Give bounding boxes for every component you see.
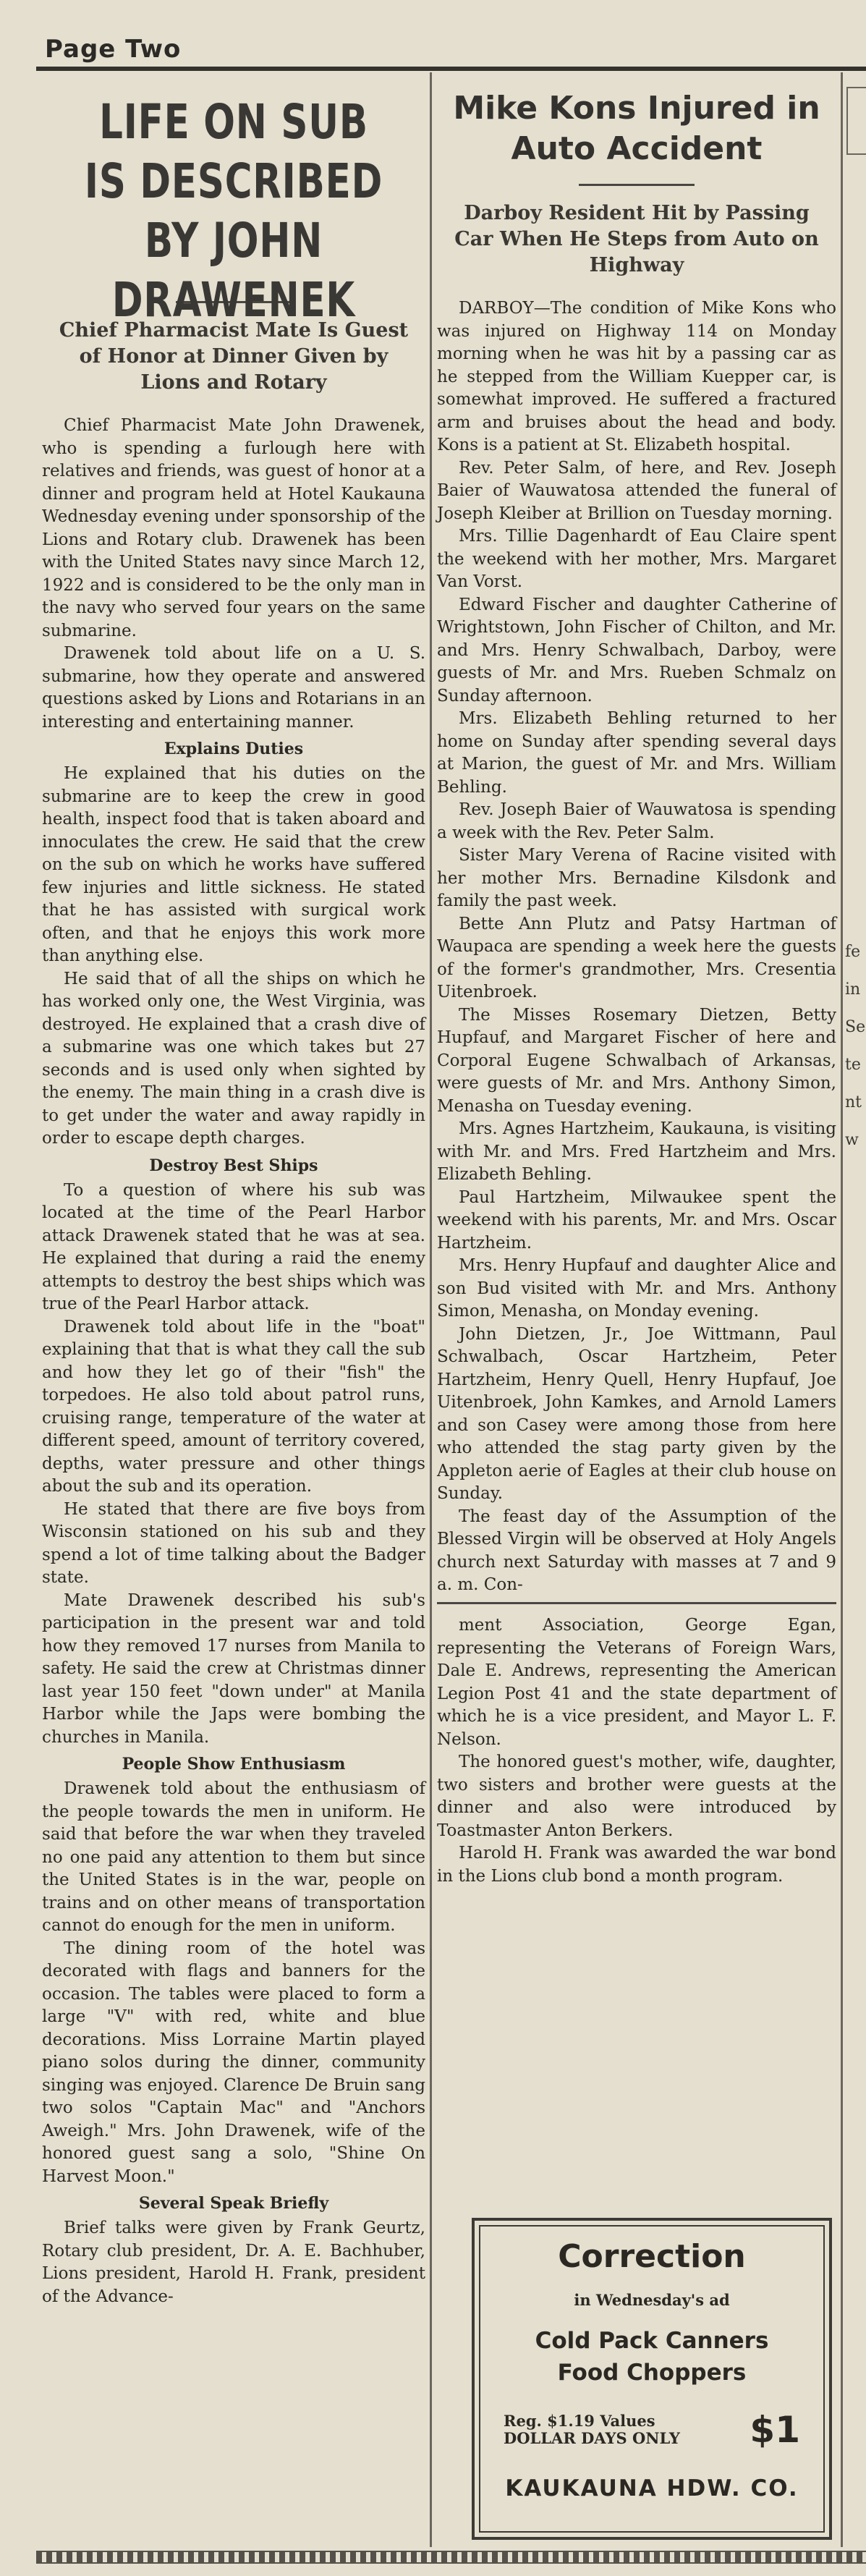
paragraph: Mrs. Agnes Hartzheim, Kaukauna, is visiting with Mr. and Mrs. Fred Hartzheim and Mrs. Elizabeth Behling. (437, 1119, 836, 1184)
headline: LIFE ON SUB IS DESCRIBED BY JOHN DRAWENEK (84, 94, 383, 328)
paragraph: The Misses Rosemary Dietzen, Betty Hupfauf, and Margaret Fischer of here and Corporal Eugene Schwalbach of Arkansas, were guests of Mr. and Mrs. Anthony Simon, Menasha on Tuesday evening. (437, 1005, 836, 1116)
deck: Darboy Resident Hit by Passing Car When He Steps from Auto on Highway (454, 202, 819, 276)
paragraph: Drawenek told about the enthusiasm of the people towards the men in uniform. He said that before the war when they traveled no one paid any attention to them but since the United States is in the war, people on trains and on other means of transportation cannot do enough for the men in uniform. (42, 1779, 425, 1935)
paragraph: Drawenek told about life on a U. S. submarine, how they operate and answered questions asked by Lions and Rotarians in an interesting and entertaining manner. (42, 644, 425, 732)
ad-title: Correction (558, 2238, 746, 2275)
page-label: Page Two (45, 35, 182, 64)
ad-reg-value: Reg. $1.19 Values (504, 2412, 655, 2430)
paragraph: The dining room of the hotel was decorated with flags and banners for the occasion. The tables were placed to form a large "V" with red, white and blue decorations. Miss Lorraine Martin played piano solos during the dinner, community singing was enjoyed. Clarence De Bruin sang two solos "Captain Mac" and "Anchors Aweigh." Mrs. John Drawenek, wife of the honored guest sang a solo, "Shine On Harvest Moon." (42, 1939, 425, 2186)
adjacent-column-box (846, 87, 866, 155)
paragraph: ment Association, George Egan, representing the Veterans of Foreign Wars, Dale E. Andrews, representing the American Legion Post 41 and the state department of which he is a vice president, and Mayor L. F. Nelson. (437, 1616, 836, 1749)
right-article (437, 81, 836, 1597)
column-divider (430, 72, 432, 2547)
fragment: nt (845, 1093, 862, 1111)
rule (579, 184, 695, 186)
decorative-border (36, 2551, 866, 2564)
paragraph: The honored guest's mother, wife, daughter, two sisters and brother were guests at the dinner and also were introduced by Toastmaster Anton Berkers. (437, 1753, 836, 1840)
paragraph: John Dietzen, Jr., Joe Wittmann, Paul Schwalbach, Oscar Hartzheim, Peter Hartzheim, Henry Quell, Henry Hupfauf, Joe Uitenbroek, John Kamkes, and Arnold Lamers and son Casey were among those from here who attended the stag party given by the Appleton aerie of Eagles at their club house on Sunday. (437, 1324, 836, 1503)
ad-price: $1 (750, 2409, 800, 2451)
left-article (42, 85, 425, 2308)
subhead: People Show Enthusiasm (122, 1755, 346, 1774)
correction-ad (472, 2218, 832, 2540)
article-body (42, 415, 425, 2308)
fragment: w (845, 1131, 859, 1149)
subhead: Destroy Best Ships (149, 1156, 318, 1175)
article-body (437, 1614, 836, 1888)
column-divider (841, 72, 843, 2547)
paragraph: He stated that there are five boys from Wisconsin stationed on his sub and they spend a lot of time talking about the Badger state. (42, 1499, 425, 1587)
paragraph: The feast day of the Assumption of the Blessed Virgin will be observed at Holy Angels church next Saturday with masses at 7 and 9 a. m. Con- (437, 1507, 836, 1594)
paragraph: Mrs. Elizabeth Behling returned to her home on Sunday after spending several days at Marion, the guest of Mr. and Mrs. William Behling. (437, 709, 836, 797)
ad-store: KAUKAUNA HDW. CO. (505, 2475, 799, 2501)
subhead: Several Speak Briefly (138, 2194, 329, 2213)
adjacent-column-fragments (845, 933, 866, 1159)
fragment: Se (845, 1018, 866, 1036)
paragraph: To a question of where his sub was located at the time of the Pearl Harbor attack Drawenek stated that he was at sea. He explained that during a raid the enemy attempts to destroy the best ships which was true of the Pearl Harbor attack. (42, 1180, 425, 1313)
ad-inner-border (479, 2225, 825, 2533)
paragraph: He explained that his duties on the submarine are to keep the crew in good health, inspect food that is taken aboard and innoculates the crew. He said that the crew on the sub on which he works have suffered few injuries and little sickness. He stated that he has assisted with surgical work often, and that he enjoys this work more than anything else. (42, 764, 425, 965)
fragment: te (845, 1056, 861, 1074)
article-body (437, 297, 836, 1597)
fragment: fe (845, 943, 861, 961)
paragraph: Mrs. Tillie Dagenhardt of Eau Claire spent the weekend with her mother, Mrs. Margaret Van Vorst. (437, 527, 836, 591)
paragraph: Rev. Joseph Baier of Wauwatosa is spending a week with the Rev. Peter Salm. (437, 800, 836, 842)
ad-product: Food Choppers (557, 2360, 747, 2386)
ad-subtitle: in Wednesday's ad (574, 2291, 730, 2309)
deck: Chief Pharmacist Mate Is Guest of Honor at Dinner Given by Lions and Rotary (59, 319, 409, 394)
ad-product: Cold Pack Canners (535, 2328, 769, 2354)
continued-article (437, 1592, 836, 1888)
paragraph: DARBOY—The condition of Mike Kons who was injured on Highway 114 on Monday morning when he was hit by a passing car as he stepped from the William Kuepper car, is somewhat improved. He suffered a fractured arm and bruises about the head and body. Kons is a patient at St. Elizabeth hospital. (437, 299, 836, 454)
ad-dollar-days: DOLLAR DAYS ONLY (504, 2429, 680, 2447)
paragraph: Edward Fischer and daughter Catherine of Wrightstown, John Fischer of Chilton, and Mr. and Mrs. Henry Schwalbach, Darboy, were guests of Mr. and Mrs. Rueben Schmalz on Sunday afternoon. (437, 595, 836, 706)
paragraph: Mrs. Henry Hupfauf and daughter Alice and son Bud visited with Mr. and Mrs. Anthony Simon, Menasha, on Monday evening. (437, 1256, 836, 1321)
headline: Mike Kons Injured in Auto Accident (453, 90, 820, 167)
paragraph: Sister Mary Verena of Racine visited with her mother Mrs. Bernadine Kilsdonk and family the past week. (437, 846, 836, 910)
paragraph: Rev. Peter Salm, of here, and Rev. Joseph Baier of Wauwatosa attended the funeral of Joseph Kleiber at Brillion on Tuesday morning. (437, 458, 836, 523)
paragraph: Chief Pharmacist Mate John Drawenek, who is spending a furlough here with relatives and friends, was guest of honor at a dinner and program held at Hotel Kaukauna Wednesday evening under sponsorship of the Lions and Rotary club. Drawenek has been with the United States navy since March 12, 1922 and is considered to be the only man in the navy who served four years on the same submarine. (42, 416, 425, 640)
paragraph: Bette Ann Plutz and Patsy Hartman of Waupaca are spending a week here the guests of the former's grandmother, Mrs. Cresentia Uitenbroek. (437, 914, 836, 1001)
fragment: in (845, 980, 861, 999)
paragraph: Brief talks were given by Frank Geurtz, Rotary club president, Dr. A. E. Bachhuber, Lions president, Harold H. Frank, president of the Advance- (42, 2219, 425, 2306)
top-rule (36, 67, 866, 71)
subhead: Explains Duties (164, 740, 304, 758)
paragraph: Paul Hartzheim, Milwaukee spent the weekend with his parents, Mr. and Mrs. Oscar Hartzheim. (437, 1187, 836, 1253)
rule (437, 1602, 836, 1604)
paragraph: Mate Drawenek described his sub's participation in the present war and told how they removed 17 nurses from Manila to safety. He said the crew at Christmas dinner last year 150 feet "down under" at Manila Harbor while the Japs were bombing the churches in Manila. (42, 1590, 425, 1747)
paragraph: He said that of all the ships on which he has worked only one, the West Virginia, was destroyed. He explained that a crash dive of a submarine was one which takes but 27 seconds and is used only when sighted by the enemy. The main thing in a crash dive is to get under the water and away rapidly in order to escape depth charges. (42, 969, 425, 1148)
paragraph: Harold H. Frank was awarded the war bond in the Lions club bond a month program. (437, 1844, 836, 1886)
paragraph: Drawenek told about life in the "boat" explaining that that is what they call the sub and how they let go of their "fish" the torpedoes. He also told about patrol runs, cruising range, temperature of the water at different speed, amount of territory covered, depths, water pressure and other things about the sub and its operation. (42, 1317, 425, 1496)
